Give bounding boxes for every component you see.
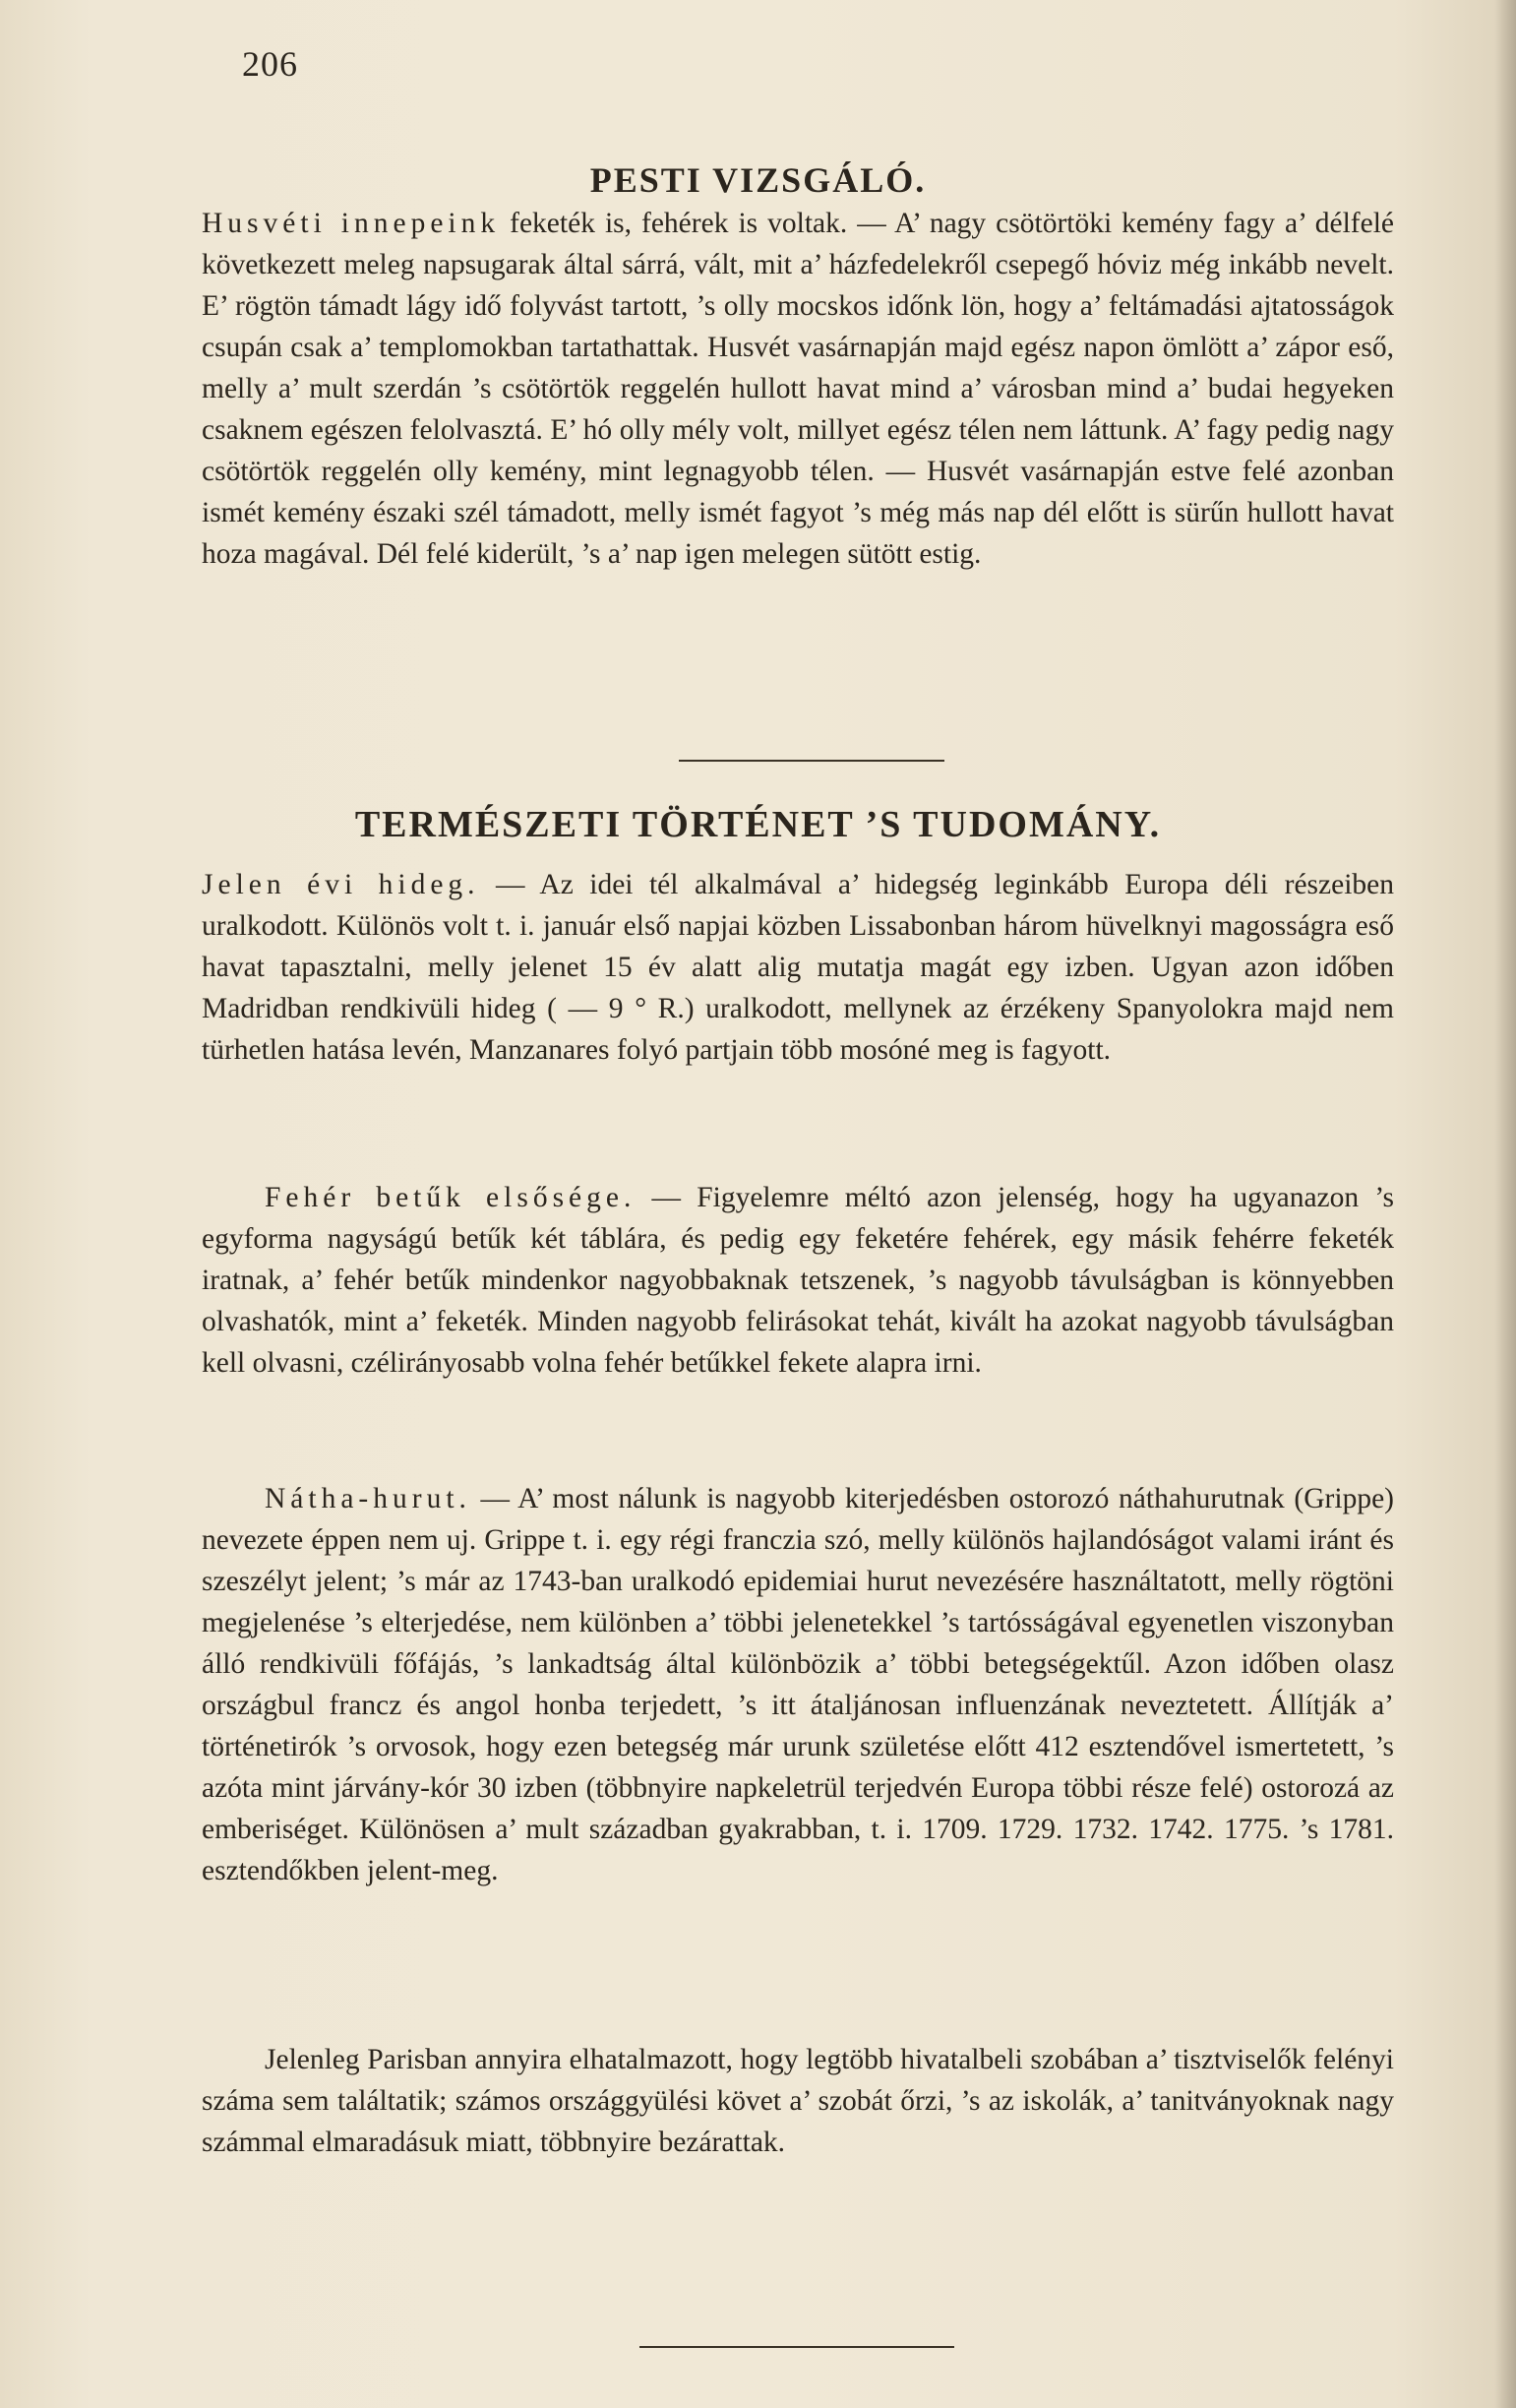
page-number: 206 — [242, 44, 298, 84]
paragraph-jelen-evi-hideg — [202, 864, 1394, 1071]
paragraph-text: feketék is, fehérek is voltak. — A’ nagy csötörtöki kemény fagy a’ délfelé következett meleg napsugarak által sárrá, vált, mit a’ házfedelekről csepegő hóviz még inkább nevelt. E’ rögtön támadt lágy idő folyvást tartott, ’s olly mocskos időnk lön, hogy a’ feltámadási ajtatosságok csupán csak a’ templomokban tartathattak. Husvét vasárnapján majd egész napon ömlött a’ zápor eső, melly a’ mult szerdán ’s csötörtök reggelén hullott havat mind a’ városban mind a’ budai hegyeken csaknem egészen felolvasztá. E’ hó olly mély volt, millyet egész télen nem láttunk. A’ fagy pedig nagy csötörtök reggelén olly kemény, mint legnagyobb télen. — Husvét vasárnapján estve felé azonban ismét kemény északi szél támadott, melly ismét fagyot ’s még más nap dél előtt is sürűn hullott havat hoza magával. Dél felé kiderült, ’s a’ nap igen melegen sütött estig. — [202, 208, 1394, 570]
paragraph-text: — Figyelemre méltó azon jelenség, hogy ha ugyanazon ’s egyforma nagyságú betűk két táblára, és pedig egy feketére fehérek, egy másik fehérre feketék iratnak, a’ fehér betűk mindenkor nagyobbaknak tetszenek, ’s nagyobb távulságban is könnyebben olvashatók, mint a’ feketék. Minden nagyobb felirásokat tehát, kivált ha azokat nagyobb távulságban kell olvasni, czélirányosabb volna fehér betűkkel fekete alapra irni. — [202, 1182, 1394, 1379]
section-title-pesti-vizsgalo: PESTI VIZSGÁLÓ. — [589, 160, 927, 200]
end-divider — [639, 2346, 954, 2348]
paragraph-lead: Husvéti innepeink — [202, 208, 501, 239]
paragraph-feher-betuk — [202, 1177, 1394, 1384]
section-divider — [679, 760, 944, 762]
page-edge-shadow — [1494, 0, 1516, 2408]
paragraph-text: Jelenleg Parisban annyira elhatalmazott, hogy legtöbb hivatalbeli szobában a’ tisztviselők felényi száma sem találtatik; számos országgyülési követ a’ szobát őrzi, ’s az iskolák, a’ tanitványoknak nagy számmal elmaradásuk miatt, többnyire bezárattak. — [202, 2044, 1394, 2158]
paragraph-text: — Az idei tél alkalmával a’ hidegség leginkább Europa déli részeiben uralkodott. Különös volt t. i. január első napjai közben Lissabonban három hüvelknyi magosságra eső havat tapasztalni, melly jelenet 15 év alatt alig mutatja magát egy izben. Ugyan azon időben Madridban rendkivüli hideg ( — 9 ° R.) uralkodott, mellynek az érzékeny Spanyolokra majd nem türhetlen hatása levén, Manzanares folyó partjain több mosóné meg is fagyott. — [202, 869, 1394, 1066]
paragraph-lead: Fehér betűk elsősége. — [265, 1182, 637, 1213]
paragraph-lead: Jelen évi hideg. — [202, 869, 480, 900]
paragraph-natha-hurut — [202, 1478, 1394, 1891]
section-title-termeszeti: TERMÉSZETI TÖRTÉNET ’S TUDOMÁNY. — [354, 804, 1162, 845]
paragraph-parisban — [202, 2039, 1394, 2163]
paragraph-husveti — [202, 203, 1394, 575]
paragraph-text: — A’ most nálunk is nagyobb kiterjedésben ostorozó náthahurutnak (Grippe) nevezete éppen nem uj. Grippe t. i. egy régi franczia szó, melly különös hajlandóságot valami iránt és szeszélyt jelent; ’s már az 1743-ban uralkodó epidemiai hurut nevezésére használtatott, melly rögtöni megjelenése ’s elterjedése, nem különben a’ többi jelenetekkel ’s tartósságával egyenetlen viszonyban álló rendkivüli főfájás, ’s lankadtság által különbözik a’ többi betegségektűl. Azon időben olasz országbul francz és angol honba terjedett, ’s itt átaljánosan influenzának neveztetett. Állítják a’ történetirók ’s orvosok, hogy ezen betegség már urunk születése előtt 412 esztendővel ismertetett, ’s azóta mint járvány-kór 30 izben (többnyire napkeletrül terjedvén Europa többi része felé) ostorozá az emberiséget. Különösen a’ mult században gyakrabban, t. i. 1709. 1729. 1732. 1742. 1775. ’s 1781. esztendőkben jelent-meg. — [202, 1483, 1394, 1886]
paragraph-lead: Nátha-hurut. — [265, 1483, 471, 1514]
